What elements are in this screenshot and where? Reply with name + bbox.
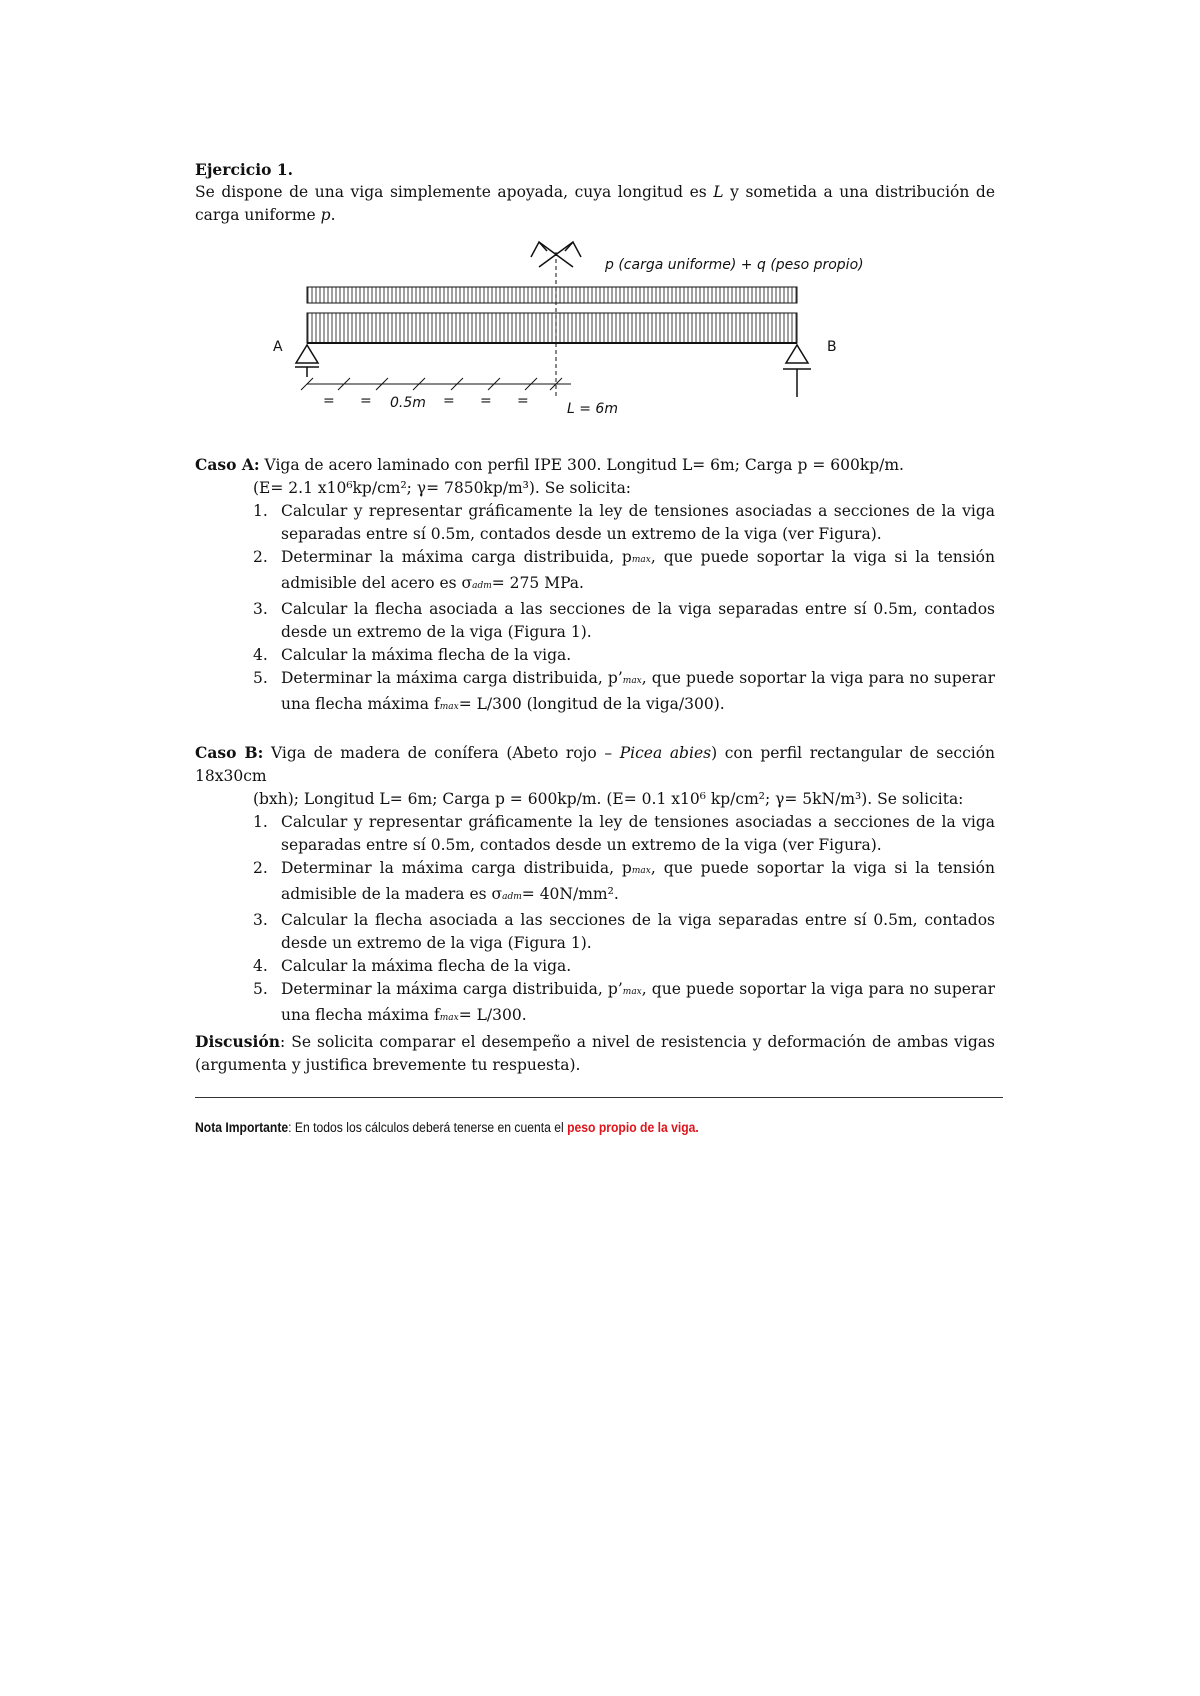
list-item xyxy=(195,811,995,857)
item-text: Determinar la máxima carga distribuida, p xyxy=(281,859,632,877)
item-text: = L/300. xyxy=(458,1006,527,1024)
item-number: 1. xyxy=(253,813,268,831)
item-text: Determinar la máxima carga distribuida, p’ xyxy=(281,980,623,998)
item-number: 2. xyxy=(253,548,268,566)
case-a-list xyxy=(195,500,995,719)
length-label: L = 6m xyxy=(567,401,618,417)
important-note xyxy=(195,1120,915,1135)
note-highlight: peso propio de la viga xyxy=(567,1120,696,1135)
equal-mark-4: = xyxy=(480,393,492,409)
discussion xyxy=(195,1030,995,1077)
item-text: = 275 MPa. xyxy=(491,574,584,592)
item-number: 3. xyxy=(253,600,268,618)
item-subscript: max xyxy=(439,702,459,712)
item-text: Calcular la máxima flecha de la viga. xyxy=(281,957,572,975)
equal-mark-3: = xyxy=(443,393,455,409)
item-text: Determinar la máxima carga distribuida, p xyxy=(281,548,632,566)
item-subscript: adm xyxy=(502,892,522,902)
item-text: , que puede soportar la viga si la tensión admisible del acero es σ xyxy=(281,548,995,592)
item-number: 2. xyxy=(253,859,268,877)
item-text: Calcular y representar gráficamente la ley de tensiones asociadas a secciones de la viga separadas entre sí 0.5m, contados desde un extremo de la viga (ver Figura). xyxy=(281,813,995,854)
case-a-props: (E= 2.1 x10⁶kp/cm²; γ= 7850kp/m³). Se solicita: xyxy=(253,479,632,497)
case-b-list xyxy=(195,811,995,1030)
item-number: 3. xyxy=(253,911,268,929)
item-text: Calcular la flecha asociada a las secciones de la viga separadas entre sí 0.5m, contados desde un extremo de la viga (Figura 1). xyxy=(281,600,995,641)
load-label: p (carga uniforme) + q (peso propio) xyxy=(605,257,864,273)
item-subscript: max xyxy=(622,676,642,686)
case-b-props: (bxh); Longitud L= 6m; Carga p = 600kp/m. (E= 0.1 x10⁶ kp/cm²; γ= 5kN/m³). Se solicita: xyxy=(253,790,964,808)
item-text: Calcular la máxima flecha de la viga. xyxy=(281,646,572,664)
note-label: Nota Importante xyxy=(195,1120,289,1135)
item-number: 1. xyxy=(253,502,268,520)
note-text: : En todos los cálculos deberá tenerse en cuenta el xyxy=(288,1120,568,1135)
item-text: Determinar la máxima carga distribuida, p’ xyxy=(281,669,623,687)
case-b-label: Caso B: xyxy=(195,743,264,762)
segment-label: 0.5m xyxy=(390,395,426,411)
list-item xyxy=(195,857,995,909)
list-item xyxy=(195,546,995,598)
list-item xyxy=(195,955,995,978)
list-item xyxy=(195,598,995,644)
item-text: = L/300 (longitud de la viga/300). xyxy=(458,695,725,713)
item-subscript: max xyxy=(631,866,651,876)
note-end: . xyxy=(695,1120,699,1135)
list-item xyxy=(195,909,995,955)
exercise-title: Ejercicio 1. xyxy=(195,160,294,179)
intro-text-2: y sometida a una distribución de carga uniforme xyxy=(195,183,995,224)
case-a-text: Viga de acero laminado con perfil IPE 300. Longitud L= 6m; Carga p = 600kp/m. xyxy=(259,456,904,474)
case-b-text-2: ) con perfil rectangular de sección 18x30cm xyxy=(195,744,996,785)
item-number: 4. xyxy=(253,646,268,664)
load-strip-p xyxy=(307,313,797,343)
intro-text-3: . xyxy=(330,206,336,224)
case-b-heading xyxy=(195,741,995,788)
list-item xyxy=(195,500,995,546)
support-a-label: A xyxy=(273,339,283,355)
intro-text-1: Se dispone de una viga simplemente apoyada, cuya longitud es xyxy=(195,183,714,201)
item-text: Calcular y representar gráficamente la ley de tensiones asociadas a secciones de la viga separadas entre sí 0.5m, contados desde un extremo de la viga (ver Figura). xyxy=(281,502,995,543)
beam-diagram xyxy=(195,227,995,437)
item-text: Calcular la flecha asociada a las secciones de la viga separadas entre sí 0.5m, contados desde un extremo de la viga (Figura 1). xyxy=(281,911,995,952)
item-text: , que puede soportar la viga para no superar una flecha máxima f xyxy=(281,980,995,1024)
case-b xyxy=(195,741,995,1030)
equal-mark-2: = xyxy=(360,393,372,409)
case-a-label: Caso A: xyxy=(195,455,260,474)
item-text: , que puede soportar la viga si la tensión admisible de la madera es σ xyxy=(281,859,995,903)
list-item xyxy=(195,978,995,1030)
item-subscript: max xyxy=(631,555,651,565)
load-strip-q xyxy=(307,287,797,303)
item-number: 5. xyxy=(253,669,268,687)
beam-figure xyxy=(195,227,995,437)
intro-L: L xyxy=(713,183,724,201)
item-subscript: adm xyxy=(472,581,492,591)
list-item xyxy=(195,667,995,719)
discussion-text: : Se solicita comparar el desempeño a nivel de resistencia y deformación de ambas vigas (argumenta y justifica brevemente tu respuesta). xyxy=(195,1033,995,1074)
intro-p: p xyxy=(320,206,331,224)
discussion-label: Discusión xyxy=(195,1032,280,1051)
item-subscript: max xyxy=(439,1013,459,1023)
item-number: 5. xyxy=(253,980,268,998)
list-item xyxy=(195,644,995,667)
exercise-intro xyxy=(195,181,995,227)
support-b-icon xyxy=(783,345,811,397)
case-a xyxy=(195,453,995,719)
support-b-label: B xyxy=(827,339,837,355)
equal-mark-1: = xyxy=(323,393,335,409)
item-text: = 40N/mm². xyxy=(521,885,619,903)
document-page xyxy=(195,150,995,1135)
support-a-icon xyxy=(295,345,319,377)
case-b-text: Viga de madera de conífera (Abeto rojo – xyxy=(263,744,620,762)
divider xyxy=(195,1097,1003,1098)
case-a-heading xyxy=(195,453,995,477)
item-number: 4. xyxy=(253,957,268,975)
item-text: , que puede soportar la viga para no superar una flecha máxima f xyxy=(281,669,995,713)
item-subscript: max xyxy=(622,987,642,997)
case-b-species: Picea abies xyxy=(619,744,712,762)
equal-mark-5: = xyxy=(517,393,529,409)
